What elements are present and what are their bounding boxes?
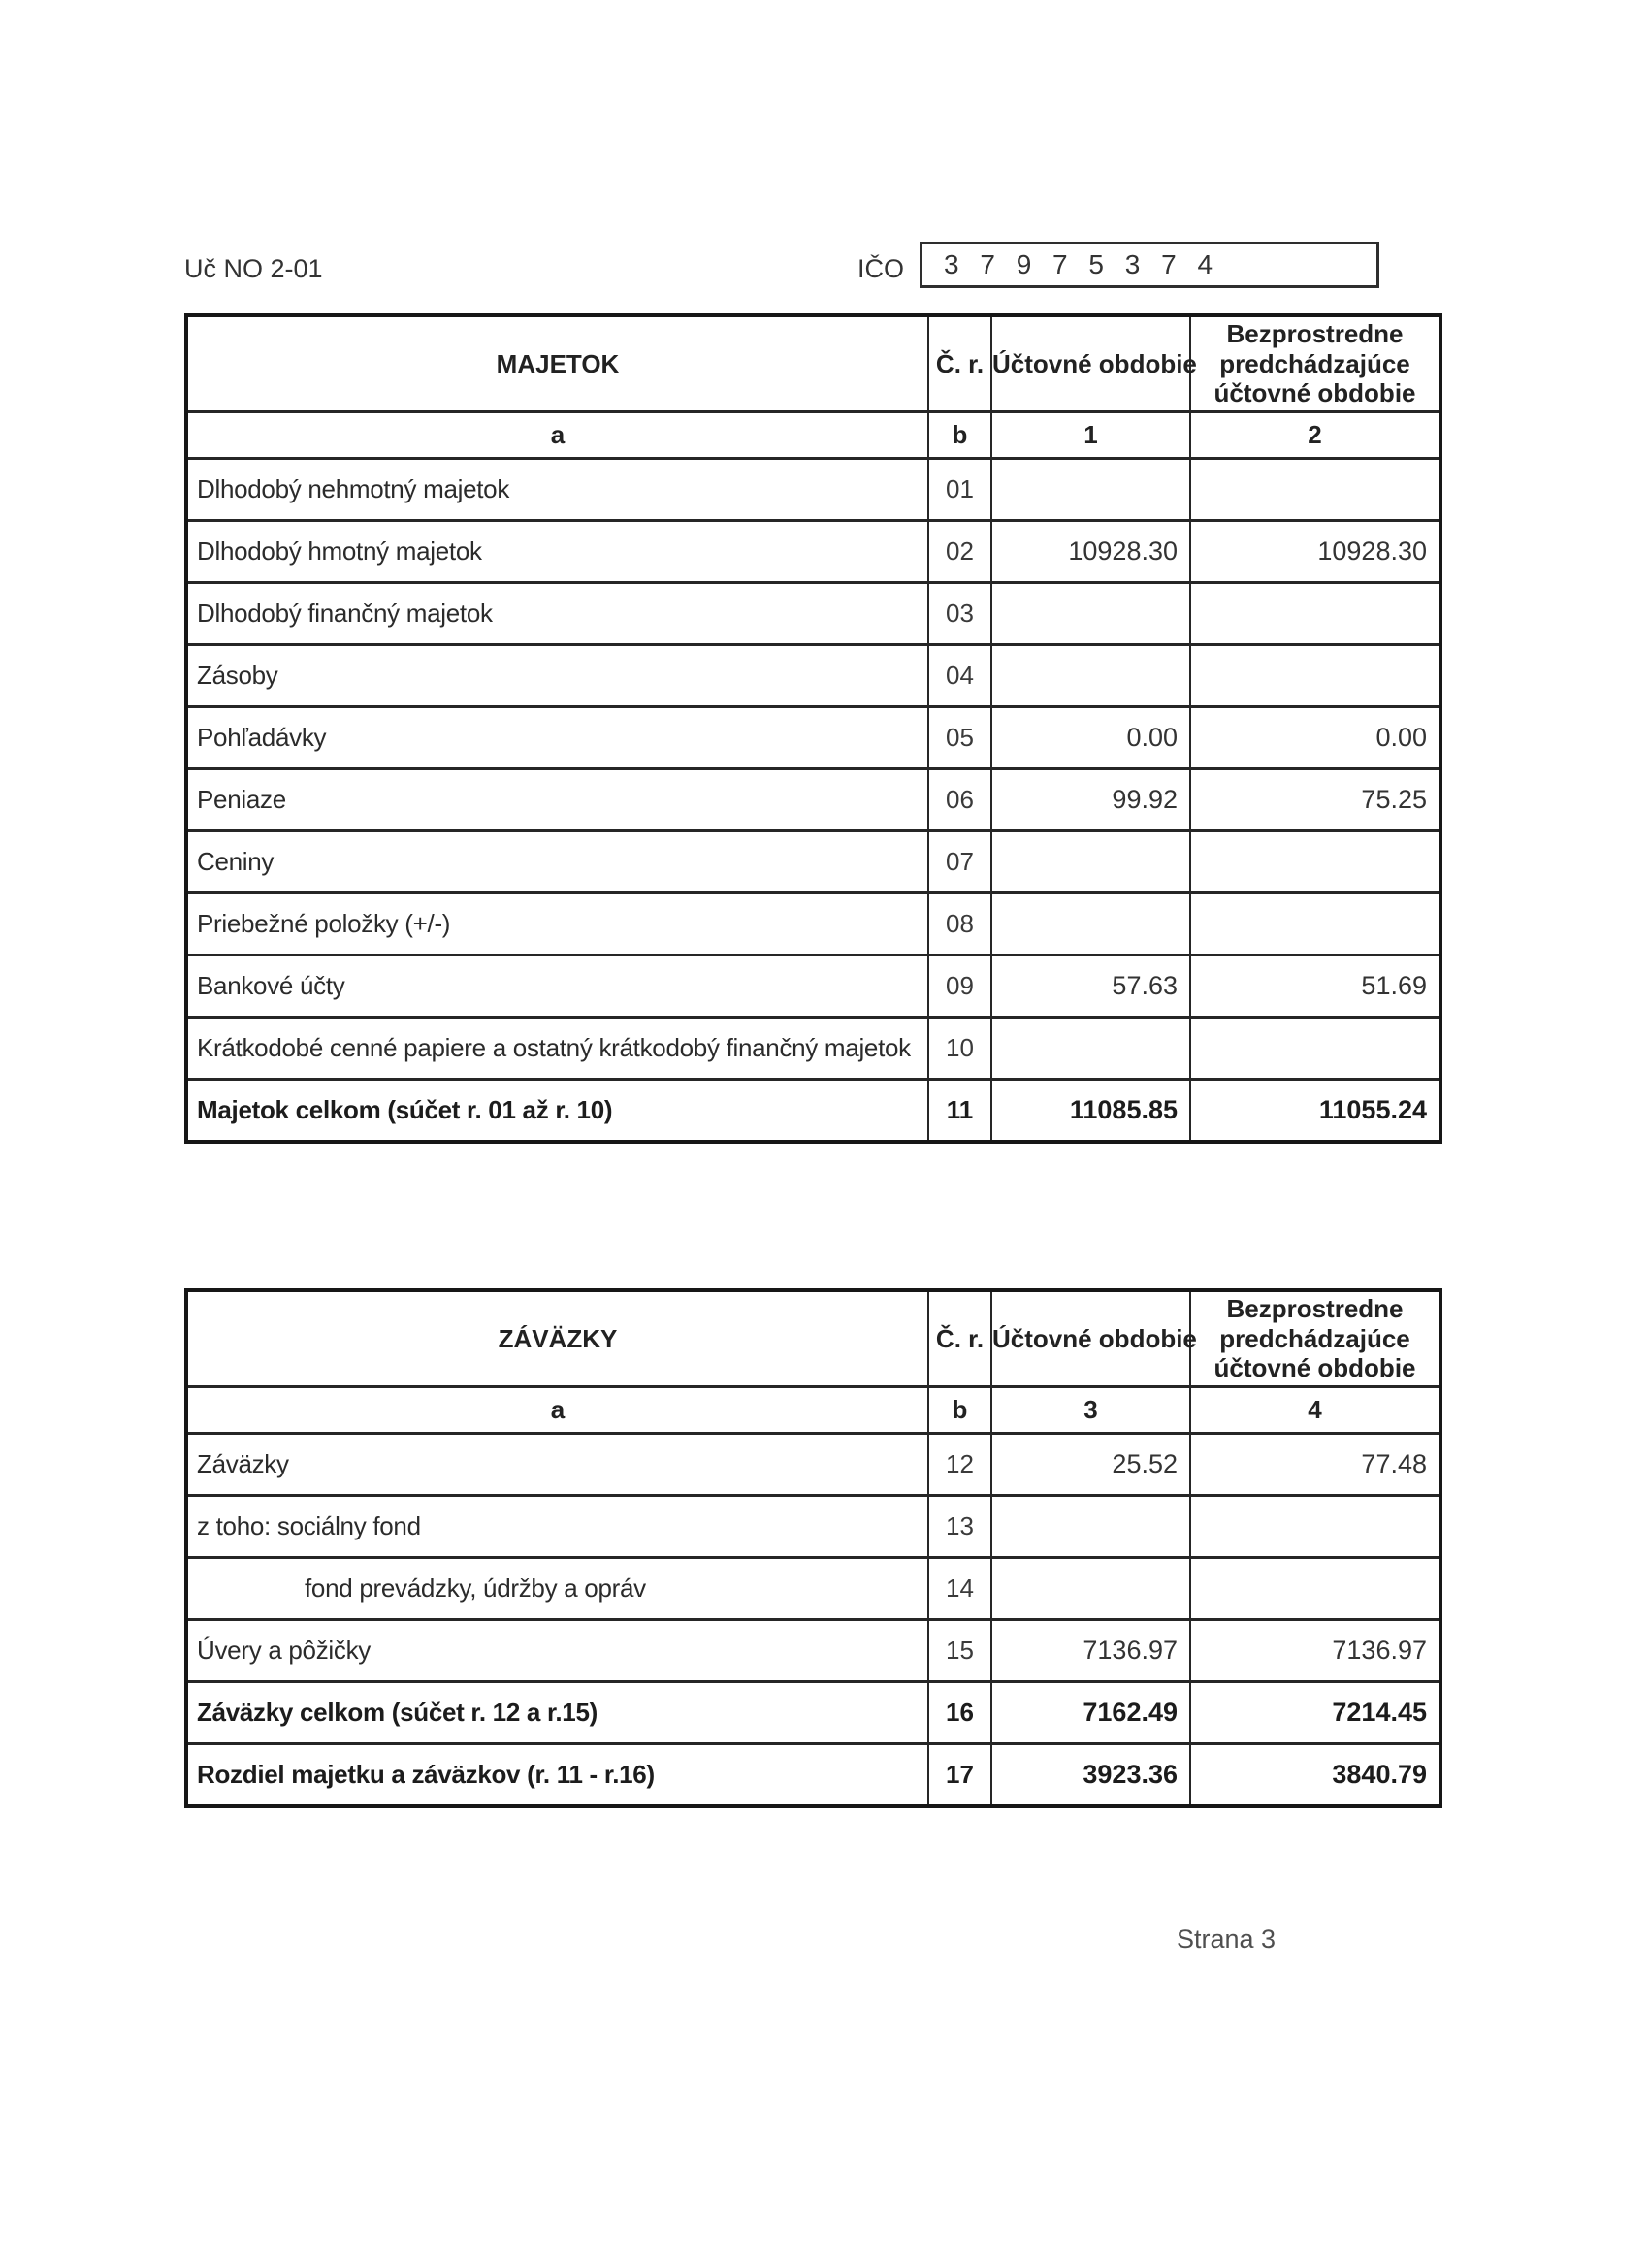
table-row — [186, 707, 1440, 769]
assets-table — [184, 313, 1442, 1144]
value-previous-period: 11055.24 — [1190, 1080, 1440, 1142]
row-number: 04 — [928, 645, 991, 707]
row-number: 12 — [928, 1434, 991, 1496]
row-label: Krátkodobé cenné papiere a ostatný krátkodobý finančný majetok — [186, 1018, 928, 1080]
col-header-row-number: Č. r. — [928, 315, 991, 412]
subheader-b: b — [928, 412, 991, 459]
value-previous-period — [1190, 1558, 1440, 1620]
subheader-col-4: 4 — [1190, 1387, 1440, 1434]
table-row — [186, 521, 1440, 583]
table-row — [186, 769, 1440, 831]
ico-label: IČO — [857, 254, 905, 283]
table-row — [186, 459, 1440, 521]
value-current-period — [991, 1558, 1190, 1620]
row-number: 09 — [928, 956, 991, 1018]
value-current-period: 3923.36 — [991, 1744, 1190, 1806]
row-label: Peniaze — [186, 769, 928, 831]
value-current-period: 11085.85 — [991, 1080, 1190, 1142]
value-previous-period: 7136.97 — [1190, 1620, 1440, 1682]
row-label: Bankové účty — [186, 956, 928, 1018]
row-label: Záväzky — [186, 1434, 928, 1496]
value-previous-period — [1190, 831, 1440, 893]
table-row — [186, 1744, 1440, 1806]
row-label: Záväzky celkom (súčet r. 12 a r.15) — [186, 1682, 928, 1744]
value-previous-period: 3840.79 — [1190, 1744, 1440, 1806]
row-number: 08 — [928, 893, 991, 956]
value-previous-period: 77.48 — [1190, 1434, 1440, 1496]
table-row — [186, 645, 1440, 707]
value-current-period — [991, 831, 1190, 893]
value-current-period — [991, 459, 1190, 521]
row-label: Rozdiel majetku a záväzkov (r. 11 - r.16) — [186, 1744, 928, 1806]
col-header-previous-period: Bezprostredne predchádzajúce účtovné obdobie — [1190, 315, 1440, 412]
table-row — [186, 1496, 1440, 1558]
table-row — [186, 1558, 1440, 1620]
col-header-row-number: Č. r. — [928, 1290, 991, 1387]
value-current-period — [991, 893, 1190, 956]
row-label: fond prevádzky, údržby a opráv — [186, 1558, 928, 1620]
subheader-b: b — [928, 1387, 991, 1434]
form-code: Uč NO 2-01 — [184, 254, 323, 283]
row-label: Dlhodobý hmotný majetok — [186, 521, 928, 583]
table-row — [186, 1080, 1440, 1142]
assets-table-title: MAJETOK — [186, 315, 928, 412]
value-current-period: 57.63 — [991, 956, 1190, 1018]
row-number: 10 — [928, 1018, 991, 1080]
assets-subheader-row — [186, 412, 1440, 459]
row-number: 17 — [928, 1744, 991, 1806]
table-row — [186, 956, 1440, 1018]
row-number: 02 — [928, 521, 991, 583]
value-previous-period: 10928.30 — [1190, 521, 1440, 583]
value-current-period: 7162.49 — [991, 1682, 1190, 1744]
row-number: 16 — [928, 1682, 991, 1744]
row-label: Úvery a pôžičky — [186, 1620, 928, 1682]
table-row — [186, 1682, 1440, 1744]
value-previous-period — [1190, 893, 1440, 956]
subheader-col-3: 3 — [991, 1387, 1190, 1434]
value-current-period: 0.00 — [991, 707, 1190, 769]
row-label: Dlhodobý finančný majetok — [186, 583, 928, 645]
row-number: 05 — [928, 707, 991, 769]
subheader-a: a — [186, 412, 928, 459]
row-number: 15 — [928, 1620, 991, 1682]
value-current-period — [991, 1496, 1190, 1558]
row-label: Pohľadávky — [186, 707, 928, 769]
row-label: Majetok celkom (súčet r. 01 až r. 10) — [186, 1080, 928, 1142]
row-number: 11 — [928, 1080, 991, 1142]
liabilities-subheader-row — [186, 1387, 1440, 1434]
col-header-previous-period: Bezprostredne predchádzajúce účtovné obdobie — [1190, 1290, 1440, 1387]
table-row — [186, 583, 1440, 645]
value-previous-period: 7214.45 — [1190, 1682, 1440, 1744]
value-current-period — [991, 583, 1190, 645]
value-previous-period — [1190, 583, 1440, 645]
row-number: 14 — [928, 1558, 991, 1620]
value-previous-period: 75.25 — [1190, 769, 1440, 831]
row-number: 06 — [928, 769, 991, 831]
value-previous-period — [1190, 1018, 1440, 1080]
row-label: Priebežné položky (+/-) — [186, 893, 928, 956]
value-previous-period: 0.00 — [1190, 707, 1440, 769]
row-label: z toho: sociálny fond — [186, 1496, 928, 1558]
subheader-col-1: 1 — [991, 412, 1190, 459]
value-current-period: 7136.97 — [991, 1620, 1190, 1682]
row-number: 03 — [928, 583, 991, 645]
subheader-a: a — [186, 1387, 928, 1434]
row-number: 07 — [928, 831, 991, 893]
row-label: Zásoby — [186, 645, 928, 707]
subheader-col-2: 2 — [1190, 412, 1440, 459]
value-previous-period: 51.69 — [1190, 956, 1440, 1018]
table-row — [186, 893, 1440, 956]
ico-box — [920, 242, 1379, 288]
table-row — [186, 1018, 1440, 1080]
page-number: Strana 3 — [1177, 1925, 1277, 1954]
row-label: Ceniny — [186, 831, 928, 893]
table-row — [186, 1434, 1440, 1496]
col-header-current-period: Účtovné obdobie — [991, 1290, 1190, 1387]
value-previous-period — [1190, 459, 1440, 521]
liabilities-table-title: ZÁVÄZKY — [186, 1290, 928, 1387]
liabilities-header-row — [186, 1290, 1440, 1387]
table-row — [186, 1620, 1440, 1682]
row-number: 13 — [928, 1496, 991, 1558]
row-label: Dlhodobý nehmotný majetok — [186, 459, 928, 521]
ico-value: 3 7 9 7 5 3 7 4 — [944, 249, 1220, 279]
value-previous-period — [1190, 1496, 1440, 1558]
col-header-current-period: Účtovné obdobie — [991, 315, 1190, 412]
row-number: 01 — [928, 459, 991, 521]
value-current-period: 99.92 — [991, 769, 1190, 831]
value-previous-period — [1190, 645, 1440, 707]
value-current-period — [991, 1018, 1190, 1080]
assets-header-row — [186, 315, 1440, 412]
value-current-period: 10928.30 — [991, 521, 1190, 583]
liabilities-table — [184, 1288, 1442, 1808]
value-current-period — [991, 645, 1190, 707]
value-current-period: 25.52 — [991, 1434, 1190, 1496]
table-row — [186, 831, 1440, 893]
